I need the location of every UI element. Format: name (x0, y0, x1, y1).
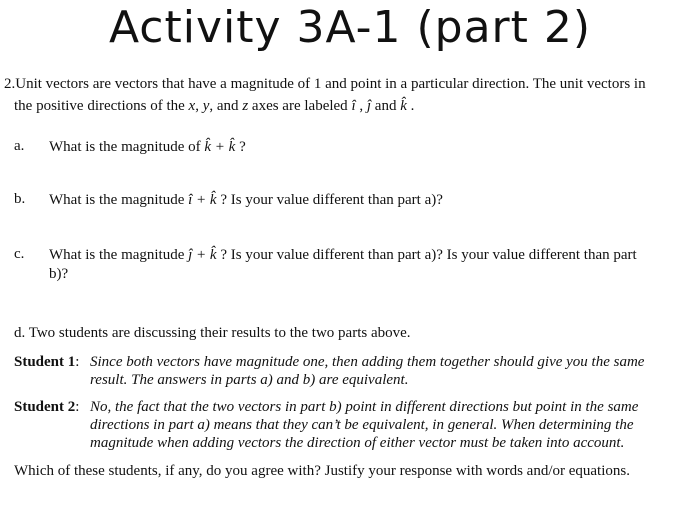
item-c-expression: ĵ + k̂ (188, 247, 217, 263)
part-d-text: d. Two students are discussing their results to the two parts above. (14, 325, 411, 341)
q2-text-part: . (406, 98, 415, 114)
y-variable: y (202, 98, 210, 114)
i-hat-symbol: î (351, 98, 356, 114)
item-b-text (49, 191, 443, 209)
item-c-question-end: ? Is your value different than part a)? Is your value different than part (216, 247, 637, 263)
j-hat-symbol: ĵ (366, 98, 372, 114)
z-variable: z (242, 98, 249, 114)
q2-text-part: the positive directions of the (14, 98, 189, 114)
item-b-question: What is the magnitude (49, 192, 189, 208)
item-b-expression: î + k̂ (188, 192, 217, 208)
item-c-question: What is the magnitude (49, 247, 189, 263)
item-a-question-end: ? (235, 139, 246, 155)
x-variable: x (188, 98, 196, 114)
student-2-label (14, 398, 79, 416)
item-b-label: b. (14, 191, 26, 207)
question-2-line-1 (4, 75, 646, 93)
k-hat-symbol: k̂ (400, 98, 407, 114)
item-b-question-end: ? Is your value different than part a)? (216, 192, 443, 208)
q2-text-part: , (355, 98, 367, 114)
student-2-line-3: magnitude when adding vectors the direction of either vector must be taken into account. (90, 435, 625, 451)
item-a-text (49, 138, 246, 156)
item-c-label: c. (14, 246, 25, 262)
question-2-text: Unit vectors are vectors that have a magnitude of 1 and point in a particular direction. The unit vectors in (15, 76, 646, 92)
item-a-label: a. (14, 138, 25, 154)
item-a-question: What is the magnitude of (49, 139, 205, 155)
q2-text-part: and (371, 98, 401, 114)
student-2-colon: : (75, 399, 80, 415)
student-2-line-2: directions in part a) means that they can’t be equivalent, in general. When determining the (90, 417, 634, 433)
q2-text-part: , and (209, 98, 243, 114)
item-a-expression: k̂ + k̂ (204, 139, 236, 155)
student-1-colon: : (75, 354, 80, 370)
student-1-line-2: result. The answers in parts a) and b) are equivalent. (90, 372, 409, 388)
student-1-label (14, 353, 79, 371)
item-c-text (49, 246, 637, 264)
student-1-line-1: Since both vectors have magnitude one, then adding them together should give you the same (90, 354, 645, 370)
question-number: 2. (4, 76, 16, 92)
student-2-name: Student 2 (14, 399, 76, 415)
student-1-name: Student 1 (14, 354, 76, 370)
q2-text-part: , (195, 98, 203, 114)
question-2-line-2 (14, 97, 414, 115)
student-2-line-1: No, the fact that the two vectors in part b) point in different directions but point in the same (90, 399, 639, 415)
page-title: Activity 3A-1 (part 2) (108, 2, 592, 53)
q2-text-part: axes are labeled (248, 98, 352, 114)
item-c-line-2: b)? (49, 266, 69, 282)
closing-question: Which of these students, if any, do you agree with? Justify your response with words and/or equations. (14, 463, 630, 479)
